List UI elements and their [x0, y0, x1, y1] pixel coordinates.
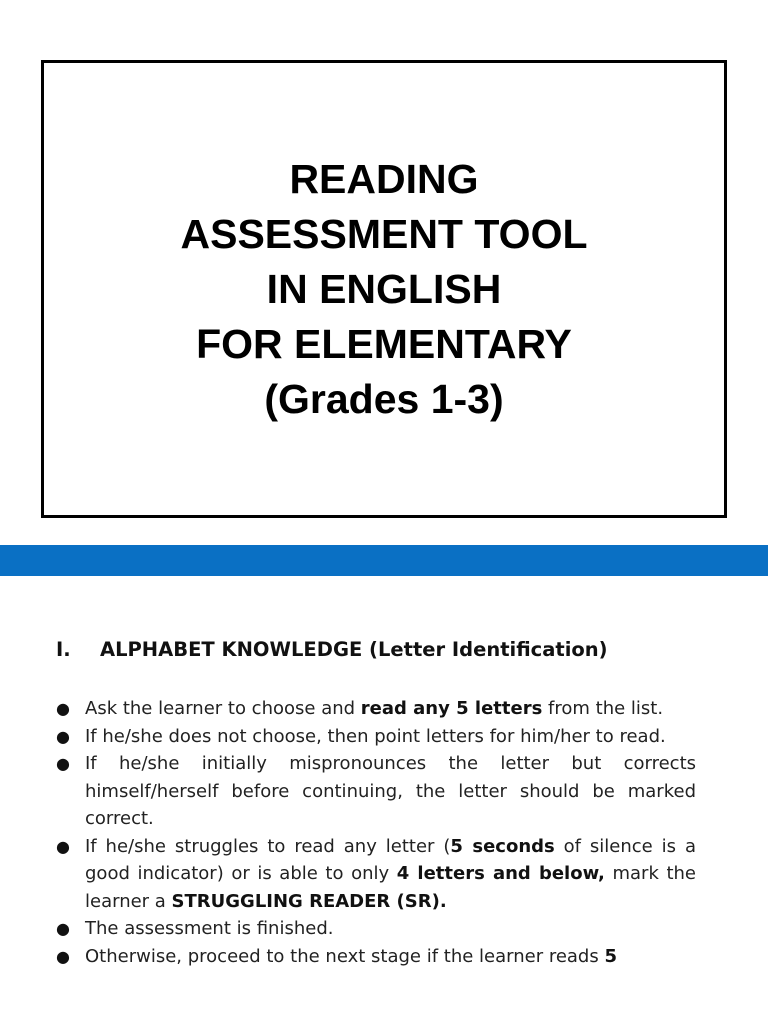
list-item — [56, 833, 696, 916]
list-item — [56, 943, 696, 971]
emphasis-text: 5 seconds — [450, 835, 555, 857]
bullet-dot-icon: ● — [56, 919, 70, 938]
item-text: Ask the learner to choose and — [85, 698, 361, 719]
item-text: from the list. — [542, 698, 664, 719]
emphasis-text: STRUGGLING READER (SR). — [171, 890, 447, 912]
emphasis-text: 5 — [604, 945, 617, 967]
item-text: of silence is a good indicator) or is able to only — [85, 835, 696, 884]
document-title — [180, 152, 587, 427]
item-text: The assessment is finished. — [85, 918, 334, 939]
section-title: ALPHABET KNOWLEDGE (Letter Identification) — [100, 638, 608, 661]
section-number: I. — [56, 638, 71, 661]
item-text: mark the learner a — [85, 863, 697, 912]
bullet-dot-icon: ● — [56, 946, 70, 966]
bullet-dot-icon: ● — [56, 836, 70, 856]
bullet-dot-icon: ● — [56, 754, 70, 773]
instruction-list — [56, 695, 696, 970]
title-line: IN ENGLISH — [266, 265, 502, 312]
title-line: READING — [289, 155, 479, 202]
section-heading — [56, 638, 608, 661]
list-item — [56, 915, 696, 943]
item-text: If he/she initially mispronounces the letter but corrects himself/herself before continuing, the letter should be marked correct. — [85, 753, 696, 829]
emphasis-text: 4 letters and below, — [396, 863, 605, 884]
cover-title-box — [41, 60, 727, 518]
divider-band — [0, 545, 768, 576]
bullet-dot-icon: ● — [56, 699, 70, 718]
list-item — [56, 695, 696, 723]
bullet-dot-icon: ● — [56, 726, 70, 746]
title-line: (Grades 1-3) — [264, 375, 504, 422]
title-line: ASSESSMENT TOOL — [180, 210, 588, 257]
item-text: If he/she struggles to read any letter ( — [85, 835, 451, 857]
emphasis-text: read any 5 letters — [360, 698, 543, 719]
item-text: If he/she does not choose, then point letters for him/her to read. — [85, 725, 666, 747]
title-line: FOR ELEMENTARY — [196, 320, 572, 367]
item-text: Otherwise, proceed to the next stage if the learner reads — [85, 945, 605, 967]
list-item — [56, 723, 696, 751]
list-item — [56, 750, 696, 833]
